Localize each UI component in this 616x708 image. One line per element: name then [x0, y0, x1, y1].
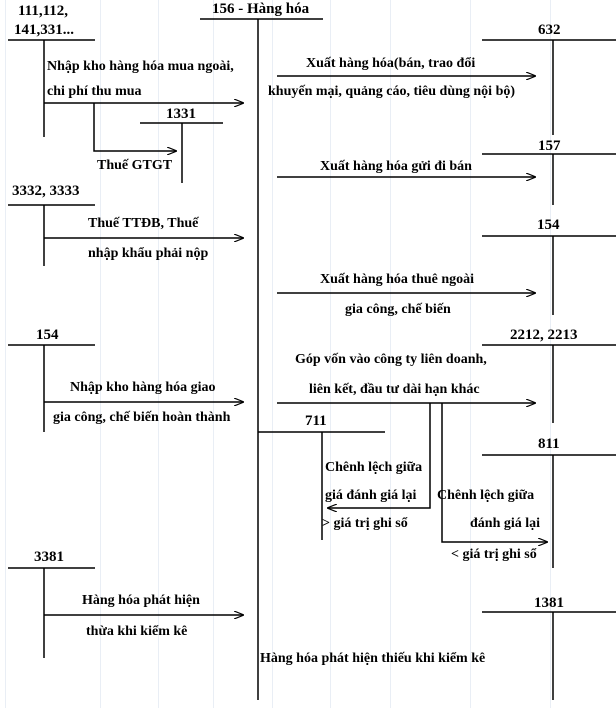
vat-arrow	[94, 103, 176, 151]
processing-in-label: Nhập kho hàng hóa giao	[70, 380, 216, 395]
account-811-label: 811	[538, 436, 560, 452]
gain-label-2: giá đánh giá lại	[325, 488, 417, 503]
invest-label-2: liên kết, đầu tư dài hạn khác	[309, 382, 480, 397]
consign-label: Xuất hàng hóa gửi đi bán	[320, 159, 472, 174]
account-711-label: 711	[305, 413, 327, 429]
processing-out-label: Xuất hàng hóa thuê ngoài	[320, 272, 475, 287]
account-3332-label: 3332, 3333	[12, 183, 80, 199]
excise-label: Thuế TTĐB, Thuế	[88, 216, 199, 231]
account-3381-label: 3381	[34, 549, 64, 565]
vat-label: Thuế GTGT	[97, 158, 173, 173]
processing-in-label-2: gia công, chế biến hoàn thành	[53, 410, 231, 425]
account-111-label: 111,112,	[18, 3, 69, 19]
gain-label: Chênh lệch giữa	[325, 460, 423, 475]
loss-label-3: < giá trị ghi sổ	[451, 547, 537, 562]
account-632-label: 632	[538, 22, 561, 38]
shortage-label: Hàng hóa phát hiện thiếu khi kiểm kê	[260, 651, 486, 666]
loss-label: Chênh lệch giữa	[437, 488, 535, 503]
account-1381-label: 1381	[534, 595, 564, 611]
account-154-right-label: 154	[537, 217, 560, 233]
gain-label-3: > giá trị ghi sổ	[322, 516, 408, 531]
account-111-label-2: 141,331...	[14, 22, 74, 38]
loss-label-2: đánh giá lại	[470, 516, 541, 531]
processing-out-label-2: gia công, chế biến	[345, 302, 451, 317]
purchase-label: Nhập kho hàng hóa mua ngoài,	[47, 59, 234, 74]
account-2212-label: 2212, 2213	[510, 327, 578, 343]
account-154-left-label: 154	[36, 327, 59, 343]
account-1331-label: 1331	[166, 106, 196, 122]
surplus-label-2: thừa khi kiểm kê	[86, 624, 188, 639]
excise-label-2: nhập khẩu phải nộp	[88, 246, 209, 261]
purchase-label-2: chi phí thu mua	[47, 84, 142, 99]
sale-label: Xuất hàng hóa(bán, trao đổi	[306, 56, 476, 71]
account-156-title: 156 - Hàng hóa	[212, 1, 310, 17]
surplus-label: Hàng hóa phát hiện	[82, 593, 200, 608]
account-157-label: 157	[538, 138, 561, 154]
sale-label-2: khuyến mại, quảng cáo, tiêu dùng nội bộ)	[268, 84, 516, 99]
invest-label: Góp vốn vào công ty liên doanh,	[295, 352, 487, 367]
